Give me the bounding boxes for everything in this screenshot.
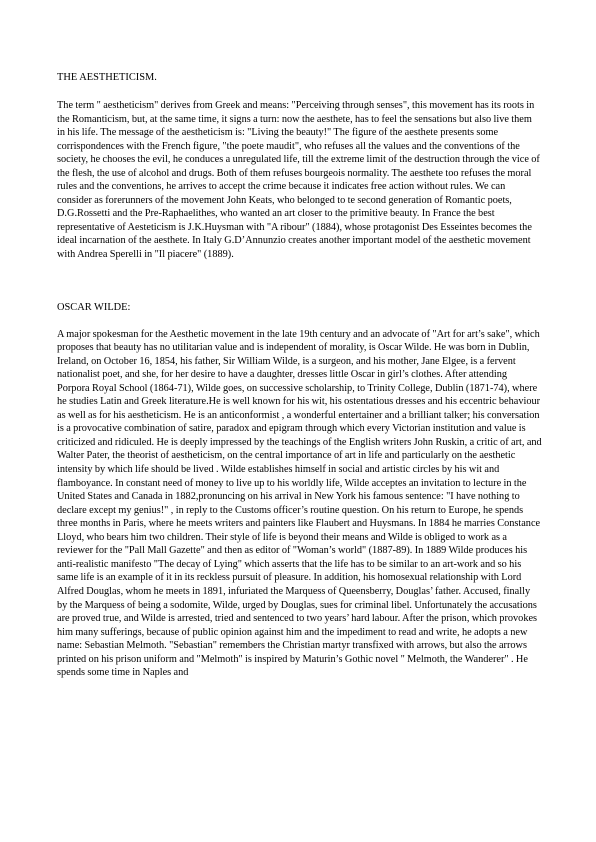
document-content — [57, 71, 542, 680]
section-title-aestheticism: THE AESTHETICISM. — [57, 72, 157, 83]
section-title-oscar-wilde: OSCAR WILDE: — [57, 301, 131, 313]
paragraph-oscar-wilde: A major spokesman for the Aesthetic movement in the late 19th century and an advocate of "Art for art’s sake", which proposes that beauty has no utilitarian value and is independent of morality, is Oscar Wilde. He was born in Dublin, Ireland, on October 16, 1854, his father, Sir William Wilde, is a surgeon, and his mother, Jane Elgee, is a fervent nationalist poet, and she, for her desire to have a daughter, dresses little Oscar in girl’s clothes. After attending Porpora Royal School (1864-71), Wilde goes, on successive scholarship, to Trinity College, Dublin (1871-74), where he studies Latin and Greek literature.He is well known for his wit, his ostentatious dresses and his eccentric behaviour as well as for his aestheticism. He is an anticonformist , a wonderful entertainer and a brilliant talker; his conversation is a provocative combination of satire, paradox and epigram through which every Victorian institution and value is criticized and ridiculed. He is deeply impressed by the teachings of the English writers John Ruskin, a critic of art, and Walter Pater, the theorist of aestheticism, on the central importance of art in life and particularly on the aesthetic intensity by which life should be lived . Wilde establishes himself in social and artistic circles by his wit and flamboyance. In constant need of money to live up to his worldly life, Wilde acceptes an invitation to lecture in the United States and Canada in 1882,pronuncing on his arrival in New York his famous sentence: "I have nothing to declare except my genius!" , in reply to the Customs officer’s routine question. On his return to Europe, he spends three months in Paris, where he meets writers and painters like Flaubert and Huysmans. In 1884 he marries Constance Lloyd, who bears him two children. Their style of life is beyond their means and Wilde is obliged to work as a reviewer for the "Pall Mall Gazette" and then as editor of "Woman’s world" (1887-89). In 1889 Wilde produces his anti-realistic manifesto "The decay of Lying" which asserts that the life has to be similar to an art-work and so his same life is an example of it in its reckless pursuit of pleasure. In addition, his homosexual relationship with Lord Alfred Douglas, whom he meets in 1891, infuriated the Marquess of Queensberry, Douglas’ father. Accused, finally by the Marquess of being a sodomite, Wilde, urged by Douglas, sues for criminal libel. Unfortunately the accusations are proved true, and Wilde is arrested, tried and sentenced to two years’ hard labour. After the prison, which provokes him many sufferings, because of public opinion against him and the impediment to read and write, he adopts a new name: Sebastian Melmoth. "Sebastian" remembers the Christian martyr transfixed with arrows, but also the arrows printed on his prison uniform and "Melmoth" is inspired by Maturin’s Gothic novel " Melmoth, the Wanderer" . He spends some time in Naples and — [57, 328, 542, 679]
spacer — [57, 314, 542, 328]
paragraph-aestheticism: The term " aestheticism" derives from Greek and means: "Perceiving through senses", this movement has its roots in the Romanticism, but, at the same time, it signs a turn: now the aesthete, has to feel the sensations but also live them in his life. The message of the aestheticism is: "Living the beauty!" The figure of the aesthete presents some corrispondences with the French figure, "the poete maudit", who refuses all the values and the conventions of the society, he chooses the evil, he conduces a unregulated life, till the extreme limit of the destruction through the vice of the flesh, the use of alcohol and drugs. Both of them refuses bourgeois normality. The aesthete too refuses the moral rules and the conventions, he arrives to accept the crime because it indicates free action without rules. We can consider as forerunners of the movement John Keats, who belonged to te second generation of Romantic poets, D.G.Rossetti and the Pre-Raphaelithes, who wanted an art closer to the primitive beauty. In France the best representative of Aesteticism is J.K.Huysman with "A ribour" (1884), whose protagonist Des Esseintes becomes the ideal incarnation of the aesthete. In Italy G.D’Annunzio creates another important model of the aesthetic movement with Andrea Sperelli in "Il piacere" (1889). — [57, 100, 540, 261]
spacer — [57, 84, 542, 99]
spacer — [57, 262, 542, 301]
